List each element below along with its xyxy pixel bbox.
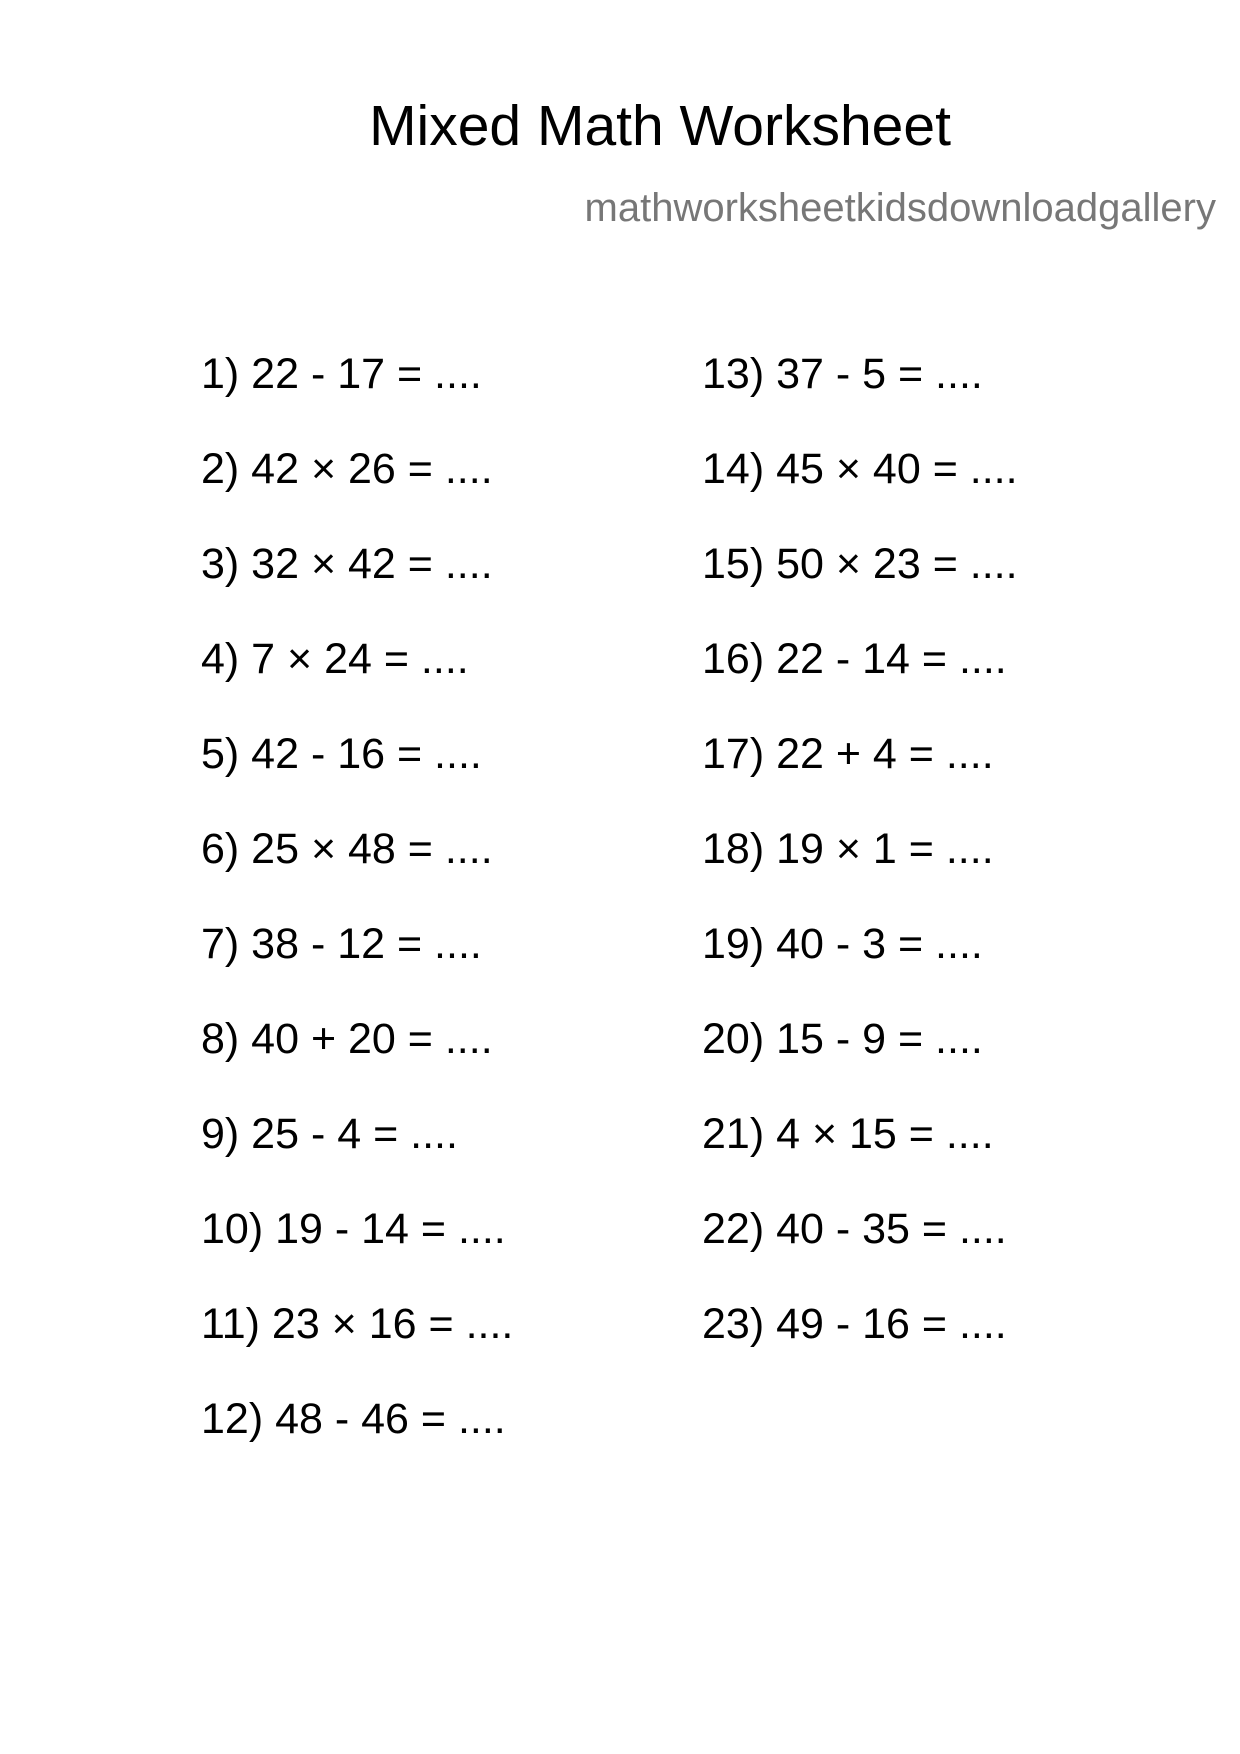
problem-6: 6) 25 × 48 = .... [201, 825, 493, 873]
problem-20: 20) 15 - 9 = .... [702, 1015, 983, 1063]
problem-22: 22) 40 - 35 = .... [702, 1205, 1007, 1253]
problem-1: 1) 22 - 17 = .... [201, 350, 482, 398]
problem-column-left [201, 350, 514, 1493]
problem-23: 23) 49 - 16 = .... [702, 1300, 1007, 1348]
problem-5: 5) 42 - 16 = .... [201, 730, 482, 778]
problem-3: 3) 32 × 42 = .... [201, 540, 493, 588]
problem-13: 13) 37 - 5 = .... [702, 350, 983, 398]
problem-16: 16) 22 - 14 = .... [702, 635, 1007, 683]
problem-11: 11) 23 × 16 = .... [201, 1300, 514, 1348]
problem-10: 10) 19 - 14 = .... [201, 1205, 506, 1253]
problem-21: 21) 4 × 15 = .... [702, 1110, 994, 1158]
problem-2: 2) 42 × 26 = .... [201, 445, 493, 493]
problem-4: 4) 7 × 24 = .... [201, 635, 469, 683]
problem-15: 15) 50 × 23 = .... [702, 540, 1018, 588]
page-subtitle: mathworksheetkidsdownloadgallery [584, 186, 1216, 230]
problem-column-right [702, 350, 1018, 1398]
problem-9: 9) 25 - 4 = .... [201, 1110, 458, 1158]
page-title: Mixed Math Worksheet [369, 94, 951, 158]
problem-17: 17) 22 + 4 = .... [702, 730, 994, 778]
problem-19: 19) 40 - 3 = .... [702, 920, 983, 968]
problem-18: 18) 19 × 1 = .... [702, 825, 994, 873]
problem-12: 12) 48 - 46 = .... [201, 1395, 506, 1443]
problem-8: 8) 40 + 20 = .... [201, 1015, 493, 1063]
problem-7: 7) 38 - 12 = .... [201, 920, 482, 968]
problem-14: 14) 45 × 40 = .... [702, 445, 1018, 493]
